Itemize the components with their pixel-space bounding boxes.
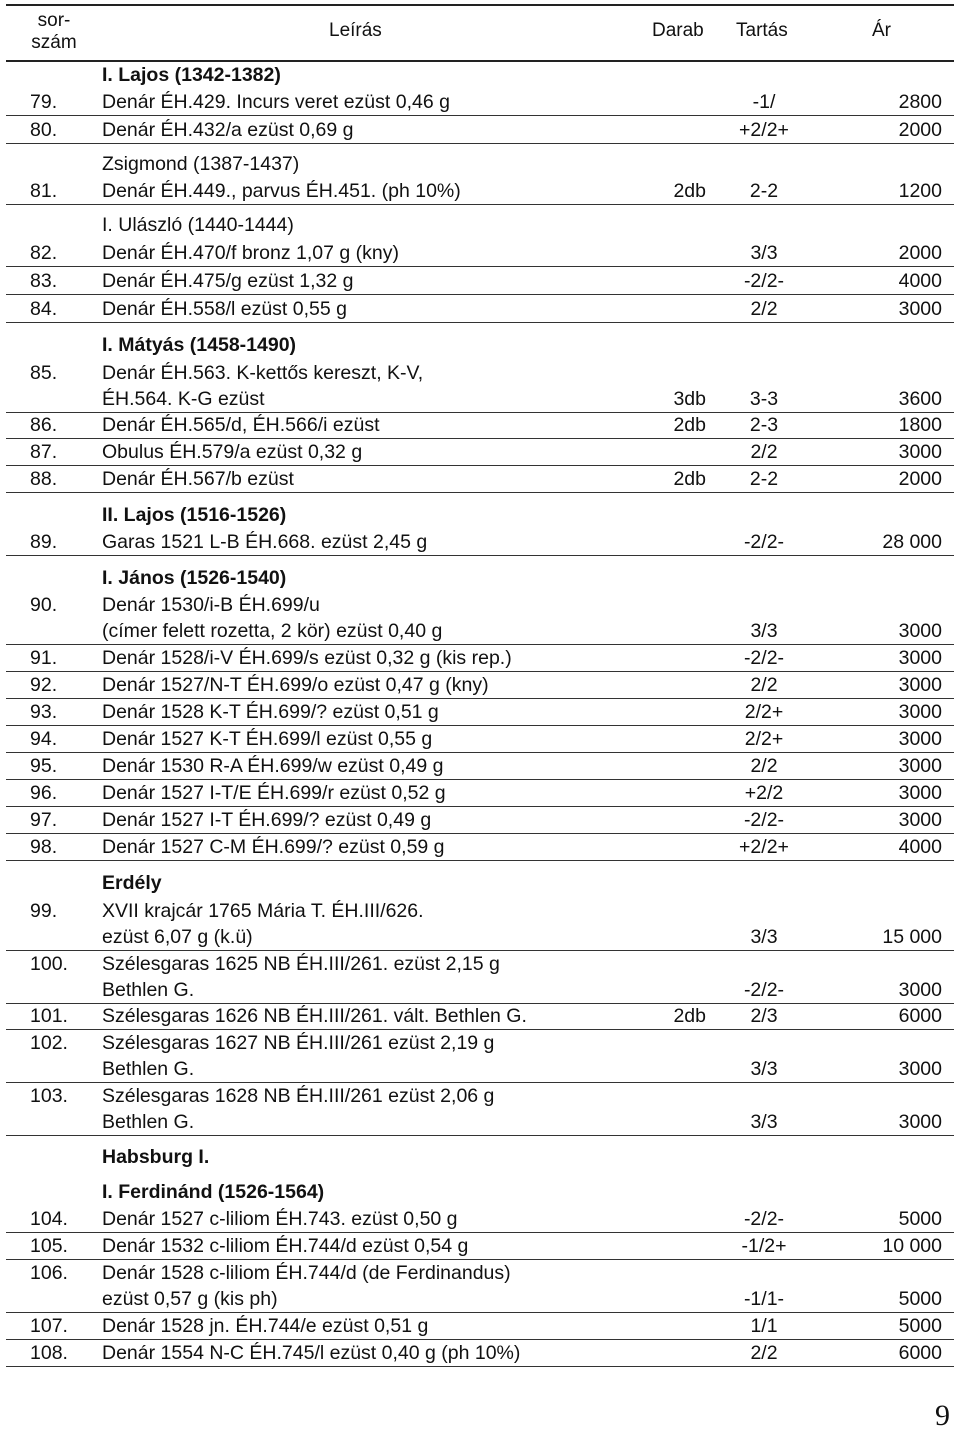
item-price: 2000	[898, 119, 942, 141]
item-price: 2800	[898, 91, 942, 113]
item-tartas: +2/2	[744, 782, 784, 804]
item-price: 2000	[898, 242, 942, 264]
item-tartas: 2-2	[749, 180, 779, 202]
item-price: 3000	[898, 441, 942, 463]
item-tartas: -1/2+	[741, 1235, 787, 1257]
item-description: Denár 1554 N-C ÉH.745/l ezüst 0,40 g (ph 10%)	[102, 1342, 521, 1364]
section-title: I. János (1526-1540)	[102, 567, 287, 589]
item-tartas: -2/2-	[743, 979, 785, 1001]
item-price: 3600	[898, 388, 942, 410]
item-tartas: +2/2+	[739, 119, 789, 141]
item-description: Obulus ÉH.579/a ezüst 0,32 g	[102, 441, 363, 463]
item-tartas: 3-3	[749, 388, 779, 410]
item-description: Szélesgaras 1625 NB ÉH.III/261. ezüst 2,15 g	[102, 953, 500, 975]
item-description-line2: (címer felett rozetta, 2 kör) ezüst 0,40 g	[102, 620, 443, 642]
item-description: Denár 1530 R-A ÉH.699/w ezüst 0,49 g	[102, 755, 444, 777]
table-row	[6, 699, 954, 726]
item-number: 100.	[30, 953, 68, 975]
item-number: 85.	[30, 362, 58, 384]
item-description: Denár 1527 K-T ÉH.699/l ezüst 0,55 g	[102, 728, 433, 750]
page-number: 9	[935, 1399, 950, 1432]
item-number: 91.	[30, 647, 58, 669]
table-row	[6, 1260, 954, 1313]
section-title: I. Lajos (1342-1382)	[102, 64, 281, 86]
item-tartas: 2/2	[750, 1342, 778, 1364]
item-tartas: 2/3	[750, 1005, 778, 1027]
item-tartas: 3/3	[750, 620, 778, 642]
table-row	[6, 268, 954, 295]
item-price: 5000	[898, 1288, 942, 1310]
item-number: 92.	[30, 674, 58, 696]
item-price: 5000	[898, 1315, 942, 1337]
table-row	[6, 780, 954, 807]
section-title: I. Mátyás (1458-1490)	[102, 334, 297, 356]
item-number: 79.	[30, 91, 58, 113]
section-heading	[6, 62, 954, 88]
section-heading	[6, 870, 954, 896]
table-row	[6, 1003, 954, 1030]
item-number: 80.	[30, 119, 58, 141]
table-row	[6, 240, 954, 267]
item-tartas: -1/1-	[743, 1288, 785, 1310]
item-number: 95.	[30, 755, 58, 777]
section-heading	[6, 502, 954, 528]
table-row	[6, 645, 954, 672]
item-description: Szélesgaras 1628 NB ÉH.III/261 ezüst 2,06 g	[102, 1085, 495, 1107]
item-number: 88.	[30, 468, 58, 490]
item-description: Denár ÉH.432/a ezüst 0,69 g	[102, 119, 354, 141]
item-description: Denár ÉH.475/g ezüst 1,32 g	[102, 270, 354, 292]
item-description: Denár ÉH.563. K-kettős kereszt, K-V,	[102, 362, 424, 384]
item-price: 3000	[898, 755, 942, 777]
item-description: Denár 1528 c-liliom ÉH.744/d (de Ferdinandus)	[102, 1262, 511, 1284]
item-price: 5000	[898, 1208, 942, 1230]
item-price: 3000	[898, 809, 942, 831]
item-tartas: 3/3	[750, 926, 778, 948]
item-description: Denár 1527 C-M ÉH.699/? ezüst 0,59 g	[102, 836, 445, 858]
item-number: 87.	[30, 441, 58, 463]
item-tartas: -2/2-	[743, 270, 785, 292]
item-tartas: 1/1	[750, 1315, 778, 1337]
item-description: Denár 1532 c-liliom ÉH.744/d ezüst 0,54 g	[102, 1235, 469, 1257]
item-description: Denár 1527 c-liliom ÉH.743. ezüst 0,50 g	[102, 1208, 458, 1230]
item-tartas: 2/2	[750, 755, 778, 777]
table-row	[6, 178, 954, 205]
item-number: 98.	[30, 836, 58, 858]
item-price: 6000	[898, 1342, 942, 1364]
section-heading	[6, 1144, 954, 1170]
item-number: 103.	[30, 1085, 68, 1107]
item-tartas: 2/2	[750, 441, 778, 463]
item-number: 93.	[30, 701, 58, 723]
table-row	[6, 89, 954, 116]
item-description-line2: Bethlen G.	[102, 1058, 195, 1080]
item-tartas: 2/2+	[744, 701, 784, 723]
item-darab: 2db	[673, 1005, 706, 1027]
item-price: 3000	[898, 701, 942, 723]
header-ar: Ár	[872, 20, 891, 41]
item-description: Denár ÉH.567/b ezüst	[102, 468, 294, 490]
item-description: Denár 1527/N-T ÉH.699/o ezüst 0,47 g (kny)	[102, 674, 489, 696]
item-number: 99.	[30, 900, 58, 922]
item-price: 3000	[898, 728, 942, 750]
table-row	[6, 1030, 954, 1083]
item-price: 2000	[898, 468, 942, 490]
item-price: 4000	[898, 836, 942, 858]
item-description: Denár 1528 jn. ÉH.744/e ezüst 0,51 g	[102, 1315, 429, 1337]
item-number: 97.	[30, 809, 58, 831]
section-heading	[6, 151, 954, 177]
item-description-line2: ezüst 6,07 g (k.ü)	[102, 926, 253, 948]
item-description: Denár ÉH.565/d, ÉH.566/i ezüst	[102, 414, 380, 436]
table-row	[6, 529, 954, 556]
item-description-line2: Bethlen G.	[102, 1111, 195, 1133]
item-number: 89.	[30, 531, 58, 553]
item-price: 3000	[898, 620, 942, 642]
item-description: Szélesgaras 1626 NB ÉH.III/261. vált. Bethlen G.	[102, 1005, 527, 1027]
item-tartas: 2/2	[750, 674, 778, 696]
table-row	[6, 1206, 954, 1233]
table-row	[6, 951, 954, 1004]
table-row	[6, 439, 954, 466]
item-number: 82.	[30, 242, 58, 264]
section-title: Zsigmond (1387-1437)	[102, 153, 300, 175]
section-title: I. Ulászló (1440-1444)	[102, 214, 294, 236]
item-description: Denár ÉH.470/f bronz 1,07 g (kny)	[102, 242, 399, 264]
item-darab: 2db	[673, 414, 706, 436]
header-sorszam	[24, 10, 84, 54]
item-tartas: 3/3	[750, 1111, 778, 1133]
item-price: 10 000	[882, 1235, 942, 1257]
item-price: 3000	[898, 647, 942, 669]
item-tartas: -2/2-	[743, 809, 785, 831]
item-price: 3000	[898, 298, 942, 320]
item-description: Denár ÉH.558/l ezüst 0,55 g	[102, 298, 347, 320]
table-row	[6, 753, 954, 780]
item-description: Denár 1528/i-V ÉH.699/s ezüst 0,32 g (kis rep.)	[102, 647, 512, 669]
table-row	[6, 1313, 954, 1340]
item-price: 3000	[898, 1058, 942, 1080]
item-description: Denár 1527 I-T ÉH.699/? ezüst 0,49 g	[102, 809, 432, 831]
item-tartas: 2/2	[750, 298, 778, 320]
item-darab: 3db	[673, 388, 706, 410]
header-sorszam-line2: szám	[31, 32, 77, 53]
item-tartas: 2/2+	[744, 728, 784, 750]
item-number: 101.	[30, 1005, 68, 1027]
item-price: 4000	[898, 270, 942, 292]
header-leiras: Leírás	[329, 20, 382, 41]
item-description: Garas 1521 L-B ÉH.668. ezüst 2,45 g	[102, 531, 428, 553]
item-number: 108.	[30, 1342, 68, 1364]
table-row	[6, 726, 954, 753]
table-row	[6, 117, 954, 144]
table-row	[6, 1233, 954, 1260]
section-title: Habsburg I.	[102, 1146, 210, 1168]
table-row	[6, 412, 954, 439]
item-description: Denár 1528 K-T ÉH.699/? ezüst 0,51 g	[102, 701, 439, 723]
item-description-line2: Bethlen G.	[102, 979, 195, 1001]
item-number: 107.	[30, 1315, 68, 1337]
table-row	[6, 296, 954, 323]
section-title: I. Ferdinánd (1526-1564)	[102, 1181, 325, 1203]
item-price: 3000	[898, 782, 942, 804]
item-number: 96.	[30, 782, 58, 804]
item-darab: 2db	[673, 180, 706, 202]
header-darab: Darab	[652, 20, 704, 41]
table-row	[6, 672, 954, 699]
item-price: 3000	[898, 674, 942, 696]
item-tartas: -1/	[752, 91, 776, 113]
item-number: 94.	[30, 728, 58, 750]
item-price: 1800	[898, 414, 942, 436]
item-price: 28 000	[882, 531, 942, 553]
item-tartas: -2/2-	[743, 647, 785, 669]
item-tartas: 2-3	[749, 414, 779, 436]
item-price: 3000	[898, 1111, 942, 1133]
table-row	[6, 1340, 954, 1367]
item-description-line2: ezüst 0,57 g (kis ph)	[102, 1288, 278, 1310]
section-heading	[6, 212, 954, 238]
item-price: 1200	[898, 180, 942, 202]
item-tartas: +2/2+	[739, 836, 789, 858]
item-number: 102.	[30, 1032, 68, 1054]
header-sorszam-line1: sor-	[37, 10, 71, 31]
item-number: 81.	[30, 180, 58, 202]
item-number: 104.	[30, 1208, 68, 1230]
section-heading	[6, 1179, 954, 1205]
item-tartas: 2-2	[749, 468, 779, 490]
table-row	[6, 807, 954, 834]
section-heading	[6, 332, 954, 358]
table-row	[6, 834, 954, 861]
item-tartas: -2/2-	[743, 1208, 785, 1230]
item-description-line2: ÉH.564. K-G ezüst	[102, 388, 265, 410]
table-header	[6, 4, 954, 62]
section-title: Erdély	[102, 872, 162, 894]
section-title: II. Lajos (1516-1526)	[102, 504, 287, 526]
item-number: 105.	[30, 1235, 68, 1257]
item-price: 15 000	[882, 926, 942, 948]
item-number: 90.	[30, 594, 58, 616]
item-tartas: -2/2-	[743, 531, 785, 553]
table-row	[6, 898, 954, 951]
item-tartas: 3/3	[750, 1058, 778, 1080]
item-description: Denár ÉH.429. Incurs veret ezüst 0,46 g	[102, 91, 450, 113]
table-row	[6, 360, 954, 413]
item-number: 86.	[30, 414, 58, 436]
item-number: 84.	[30, 298, 58, 320]
item-description: Denár 1527 I-T/E ÉH.699/r ezüst 0,52 g	[102, 782, 446, 804]
item-description: XVII krajcár 1765 Mária T. ÉH.III/626.	[102, 900, 424, 922]
item-price: 3000	[898, 979, 942, 1001]
item-number: 106.	[30, 1262, 68, 1284]
item-tartas: 3/3	[750, 242, 778, 264]
table-row	[6, 592, 954, 645]
table-row	[6, 1083, 954, 1136]
item-darab: 2db	[673, 468, 706, 490]
table-row	[6, 466, 954, 493]
item-description: Denár 1530/i-B ÉH.699/u	[102, 594, 320, 616]
item-price: 6000	[898, 1005, 942, 1027]
item-number: 83.	[30, 270, 58, 292]
item-description: Szélesgaras 1627 NB ÉH.III/261 ezüst 2,19 g	[102, 1032, 495, 1054]
item-description: Denár ÉH.449., parvus ÉH.451. (ph 10%)	[102, 180, 461, 202]
header-tartas: Tartás	[736, 20, 788, 41]
section-heading	[6, 565, 954, 591]
